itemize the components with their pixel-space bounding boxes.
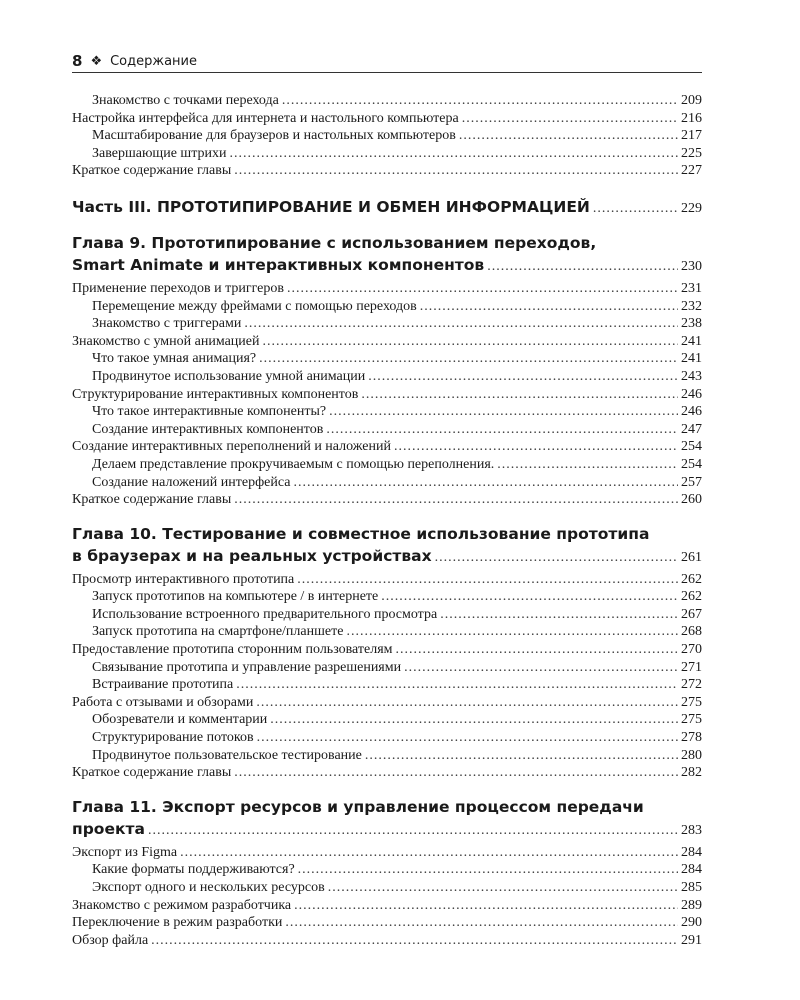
toc-entry[interactable] bbox=[72, 403, 702, 421]
page-ref: 246 bbox=[681, 404, 702, 420]
toc-entry[interactable] bbox=[72, 315, 702, 333]
entry-title: Встраивание прототипа bbox=[92, 677, 234, 693]
page-number: 8 bbox=[72, 52, 83, 70]
table-of-contents bbox=[72, 92, 702, 949]
entry-title: Создание интерактивных компонентов bbox=[92, 421, 324, 437]
page-ref: 278 bbox=[681, 730, 702, 746]
leader-dots bbox=[180, 844, 678, 862]
ornament-icon: ❖ bbox=[90, 53, 103, 69]
page-ref: 267 bbox=[681, 606, 702, 622]
entry-title: Завершающие штрихи bbox=[92, 145, 227, 161]
page-ref: 271 bbox=[681, 659, 702, 675]
part-title: Часть III. ПРОТОТИПИРОВАНИЕ И ОБМЕН ИНФОРМАЦИЕЙ bbox=[72, 197, 590, 216]
page-ref: 275 bbox=[681, 694, 702, 710]
entry-title: Запуск прототипа на смартфоне/планшете bbox=[92, 624, 344, 640]
toc-entry[interactable] bbox=[72, 368, 702, 386]
toc-entry[interactable] bbox=[72, 729, 702, 747]
entry-title: Знакомство с триггерами bbox=[92, 316, 242, 332]
running-header bbox=[72, 50, 702, 73]
leader-dots bbox=[234, 764, 678, 782]
leader-dots bbox=[297, 571, 678, 589]
leader-dots bbox=[259, 350, 678, 368]
entry-title: Продвинутое использование умной анимации bbox=[92, 368, 366, 384]
toc-entry[interactable] bbox=[72, 623, 702, 641]
page-ref: 231 bbox=[681, 280, 702, 296]
toc-chapter-10 bbox=[72, 523, 702, 567]
page-ref: 290 bbox=[681, 915, 702, 931]
leader-dots bbox=[346, 623, 678, 641]
page-ref: 268 bbox=[681, 624, 702, 640]
page-ref: 283 bbox=[681, 822, 702, 838]
entry-title: Знакомство с точками перехода bbox=[92, 93, 279, 108]
chapter-title-line1: Глава 9. Прототипирование с использованием переходов, bbox=[72, 233, 597, 252]
toc-entry[interactable] bbox=[72, 474, 702, 492]
chapter-title-line1: Глава 10. Тестирование и совместное использование прототипа bbox=[72, 524, 650, 543]
entry-title: Структурирование потоков bbox=[92, 730, 254, 746]
toc-entry[interactable] bbox=[72, 861, 702, 879]
section-title: Содержание bbox=[110, 53, 197, 69]
chapter-title-line2: в браузерах и на реальных устройствах bbox=[72, 546, 432, 565]
toc-entry[interactable] bbox=[72, 764, 702, 782]
leader-dots bbox=[361, 386, 678, 404]
toc-entry[interactable] bbox=[72, 162, 702, 180]
page-ref: 241 bbox=[681, 333, 702, 349]
page-ref: 225 bbox=[681, 145, 702, 161]
toc-entry[interactable] bbox=[72, 641, 702, 659]
entry-title: Делаем представление прокручиваемым с помощью переполнения. bbox=[92, 456, 495, 472]
toc-entry[interactable] bbox=[72, 110, 702, 128]
toc-entry[interactable] bbox=[72, 421, 702, 439]
leader-dots bbox=[404, 659, 678, 677]
leader-dots bbox=[151, 932, 678, 950]
leader-dots bbox=[365, 747, 678, 765]
page-ref: 232 bbox=[681, 298, 702, 314]
toc-chapter-11-entries bbox=[72, 844, 702, 950]
toc-chapter-9-entries bbox=[72, 280, 702, 509]
leader-dots bbox=[236, 676, 678, 694]
toc-chapter-11 bbox=[72, 796, 702, 840]
toc-entry[interactable] bbox=[72, 844, 702, 862]
entry-title: Масштабирование для браузеров и настольных компьютеров bbox=[92, 128, 456, 144]
toc-entry[interactable] bbox=[72, 606, 702, 624]
leader-dots bbox=[326, 421, 678, 439]
leader-dots bbox=[287, 280, 678, 298]
page-ref: 285 bbox=[681, 880, 702, 895]
entry-title: Перемещение между фреймами с помощью переходов bbox=[92, 298, 417, 314]
leader-dots bbox=[435, 547, 678, 569]
page-ref: 217 bbox=[681, 128, 702, 144]
page-ref: 284 bbox=[681, 844, 702, 860]
leader-dots bbox=[328, 879, 678, 897]
leader-dots bbox=[459, 127, 678, 145]
entry-title: Что такое умная анимация? bbox=[92, 351, 257, 367]
entry-title: Создание наложений интерфейса bbox=[92, 474, 291, 490]
page-ref: 260 bbox=[681, 492, 702, 508]
page-ref: 227 bbox=[681, 163, 702, 179]
leader-dots bbox=[298, 861, 678, 879]
page-ref: 216 bbox=[681, 110, 702, 126]
leader-dots bbox=[234, 491, 678, 509]
leader-dots bbox=[381, 588, 678, 606]
entry-title: Экспорт из Figma bbox=[72, 844, 178, 860]
toc-chapter-entry[interactable] bbox=[72, 818, 702, 840]
leader-dots bbox=[234, 162, 678, 180]
entry-title: Создание интерактивных переполнений и наложений bbox=[72, 439, 391, 455]
toc-entry[interactable] bbox=[72, 897, 702, 915]
entry-title: Просмотр интерактивного прототипа bbox=[72, 571, 295, 587]
leader-dots bbox=[244, 315, 678, 333]
toc-chapter-entry[interactable] bbox=[72, 545, 702, 567]
leader-dots bbox=[270, 711, 678, 729]
leader-dots bbox=[368, 368, 678, 386]
entry-title: Использование встроенного предварительного просмотра bbox=[92, 606, 438, 622]
page-ref: 254 bbox=[681, 439, 702, 455]
page-ref: 247 bbox=[681, 421, 702, 437]
toc-entry[interactable] bbox=[72, 386, 702, 404]
toc-chapter-entry[interactable] bbox=[72, 254, 702, 276]
toc-entry[interactable] bbox=[72, 571, 702, 589]
leader-dots bbox=[420, 298, 678, 316]
toc-entry[interactable] bbox=[72, 747, 702, 765]
entry-title: Обозреватели и комментарии bbox=[92, 712, 268, 728]
entry-title: Знакомство с режимом разработчика bbox=[72, 897, 292, 913]
leader-dots bbox=[148, 820, 678, 842]
leader-dots bbox=[285, 914, 678, 932]
page-ref: 280 bbox=[681, 747, 702, 763]
entry-title: Продвинутое пользовательское тестирование bbox=[92, 747, 362, 763]
toc-entry[interactable] bbox=[72, 280, 702, 298]
toc-entry[interactable] bbox=[72, 676, 702, 694]
page-ref: 282 bbox=[681, 765, 702, 781]
page-ref: 275 bbox=[681, 712, 702, 728]
entry-title: Связывание прототипа и управление разрешениями bbox=[92, 659, 402, 675]
toc-entry[interactable] bbox=[72, 932, 702, 950]
entry-title: Применение переходов и триггеров bbox=[72, 280, 285, 296]
toc-entry[interactable] bbox=[72, 879, 702, 897]
page-ref: 209 bbox=[681, 93, 702, 108]
page-ref: 257 bbox=[681, 474, 702, 490]
leader-dots bbox=[294, 897, 678, 915]
chapter-title-line2: Smart Animate и интерактивных компонентов bbox=[72, 255, 485, 274]
toc-part-entry[interactable] bbox=[72, 196, 702, 218]
leader-dots bbox=[396, 641, 678, 659]
toc-block-continued bbox=[72, 92, 702, 180]
page-ref: 284 bbox=[681, 862, 702, 878]
page-ref: 254 bbox=[681, 456, 702, 472]
toc-chapter-9 bbox=[72, 232, 702, 276]
leader-dots bbox=[257, 729, 678, 747]
page-ref: 272 bbox=[681, 677, 702, 693]
chapter-title-line2: проекта bbox=[72, 819, 145, 838]
leader-dots bbox=[593, 198, 678, 220]
entry-title: Какие форматы поддерживаются? bbox=[92, 862, 295, 878]
entry-title: Предоставление прототипа сторонним пользователям bbox=[72, 642, 393, 658]
entry-title: Структурирование интерактивных компонентов bbox=[72, 386, 359, 402]
page-ref: 261 bbox=[681, 549, 702, 565]
page-ref: 289 bbox=[681, 897, 702, 913]
entry-title: Краткое содержание главы bbox=[72, 492, 232, 508]
page-ref: 262 bbox=[681, 571, 702, 587]
toc-entry[interactable] bbox=[72, 92, 702, 110]
toc-entry[interactable] bbox=[72, 333, 702, 351]
leader-dots bbox=[256, 694, 678, 712]
page-ref: 246 bbox=[681, 386, 702, 402]
page-ref: 230 bbox=[681, 258, 702, 274]
toc-entry[interactable] bbox=[72, 145, 702, 163]
toc-part-3 bbox=[72, 196, 702, 218]
leader-dots bbox=[487, 256, 678, 278]
leader-dots bbox=[497, 456, 678, 474]
toc-entry[interactable] bbox=[72, 298, 702, 316]
leader-dots bbox=[462, 110, 678, 128]
entry-title: Запуск прототипов на компьютере / в интернете bbox=[92, 589, 379, 605]
toc-entry[interactable] bbox=[72, 711, 702, 729]
entry-title: Работа с отзывами и обзорами bbox=[72, 694, 254, 710]
page-ref: 243 bbox=[681, 368, 702, 384]
page-ref: 229 bbox=[681, 200, 702, 216]
entry-title: Краткое содержание главы bbox=[72, 163, 232, 179]
toc-entry[interactable] bbox=[72, 588, 702, 606]
leader-dots bbox=[282, 92, 678, 110]
leader-dots bbox=[294, 474, 679, 492]
entry-title: Настройка интерфейса для интернета и настольного компьютера bbox=[72, 110, 459, 126]
entry-title: Что такое интерактивные компоненты? bbox=[92, 404, 327, 420]
leader-dots bbox=[263, 333, 679, 351]
page-ref: 241 bbox=[681, 351, 702, 367]
page-ref: 262 bbox=[681, 589, 702, 605]
leader-dots bbox=[229, 145, 678, 163]
leader-dots bbox=[394, 438, 678, 456]
leader-dots bbox=[329, 403, 678, 421]
toc-entry[interactable] bbox=[72, 456, 702, 474]
entry-title: Экспорт одного и нескольких ресурсов bbox=[92, 880, 325, 895]
toc-entry[interactable] bbox=[72, 350, 702, 368]
leader-dots bbox=[440, 606, 678, 624]
page-ref: 238 bbox=[681, 316, 702, 332]
entry-title: Обзор файла bbox=[72, 932, 149, 948]
entry-title: Переключение в режим разработки bbox=[72, 915, 283, 931]
toc-entry[interactable] bbox=[72, 914, 702, 932]
chapter-title-line1: Глава 11. Экспорт ресурсов и управление процессом передачи bbox=[72, 797, 644, 816]
toc-entry[interactable] bbox=[72, 127, 702, 145]
toc-entry[interactable] bbox=[72, 438, 702, 456]
page-ref: 270 bbox=[681, 642, 702, 658]
entry-title: Знакомство с умной анимацией bbox=[72, 333, 260, 349]
toc-entry[interactable] bbox=[72, 694, 702, 712]
toc-chapter-10-entries bbox=[72, 571, 702, 782]
toc-entry[interactable] bbox=[72, 491, 702, 509]
toc-entry[interactable] bbox=[72, 659, 702, 677]
page-ref: 291 bbox=[681, 932, 702, 948]
entry-title: Краткое содержание главы bbox=[72, 765, 232, 781]
